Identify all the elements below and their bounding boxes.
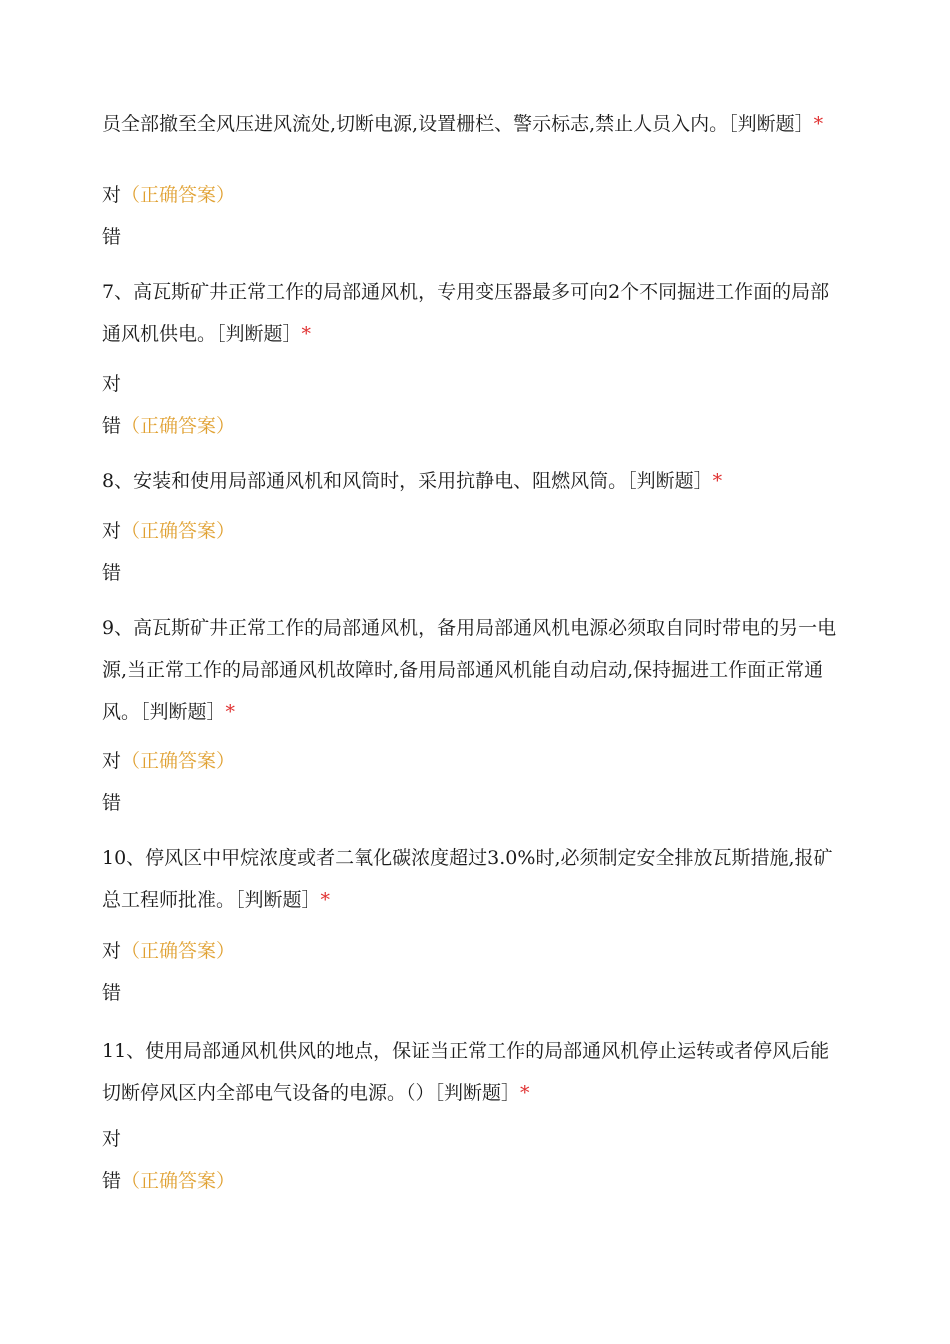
option-true[interactable]: 对（正确答案） [102, 940, 236, 962]
question-text: 员全部撤至全风压进风流处,切断电源,设置栅栏、警示标志,禁止人员入内。［判断题］* [102, 113, 824, 135]
correct-answer-mark: （正确答案） [121, 520, 236, 542]
question-block [102, 837, 847, 921]
correct-answer-mark: （正确答案） [121, 184, 236, 206]
option-true[interactable]: 对（正确答案） [102, 184, 236, 206]
correct-answer-mark: （正确答案） [121, 940, 236, 962]
required-marker: * [225, 701, 236, 723]
question-text: 10、停风区中甲烷浓度或者二氧化碳浓度超过3.0%时,必须制定安全排放瓦斯措施,报矿总工程师批准。［判断题］* [102, 847, 833, 911]
required-marker: * [813, 113, 824, 135]
required-marker: * [520, 1082, 530, 1104]
required-marker: * [320, 889, 331, 911]
option-false[interactable]: 错（正确答案） [102, 1170, 236, 1192]
question-block [102, 1030, 847, 1114]
question-text: 8、安装和使用局部通风机和风筒时，采用抗静电、阻燃风筒。［判断题］* [102, 470, 723, 492]
option-false[interactable]: 错（正确答案） [102, 415, 236, 437]
correct-answer-mark: （正确答案） [121, 750, 236, 772]
required-marker: * [301, 323, 312, 345]
required-marker: * [712, 470, 723, 492]
question-block [102, 112, 847, 136]
option-false[interactable]: 错 [102, 792, 122, 814]
question-block [102, 607, 847, 733]
question-text: 11、使用局部通风机供风的地点，保证当正常工作的局部通风机停止运转或者停风后能切断停风区内全部电气设备的电源。（）［判断题］* [102, 1040, 830, 1104]
option-true[interactable]: 对 [102, 373, 122, 395]
option-true[interactable]: 对（正确答案） [102, 520, 236, 542]
option-true[interactable]: 对（正确答案） [102, 750, 236, 772]
option-false[interactable]: 错 [102, 226, 122, 248]
option-false[interactable]: 错 [102, 982, 122, 1004]
option-false[interactable]: 错 [102, 562, 122, 584]
correct-answer-mark: （正确答案） [121, 415, 236, 437]
correct-answer-mark: （正确答案） [121, 1170, 236, 1192]
question-text: 9、高瓦斯矿井正常工作的局部通风机，备用局部通风机电源必须取自同时带电的另一电源,当正常工作的局部通风机故障时,备用局部通风机能自动启动,保持掘进工作面正常通风。［判断题］* [102, 617, 837, 723]
question-block [102, 271, 847, 355]
question-text: 7、高瓦斯矿井正常工作的局部通风机，专用变压器最多可向2个不同掘进工作面的局部通风机供电。［判断题］* [102, 281, 830, 345]
question-block [102, 460, 847, 502]
option-true[interactable]: 对 [102, 1128, 122, 1150]
